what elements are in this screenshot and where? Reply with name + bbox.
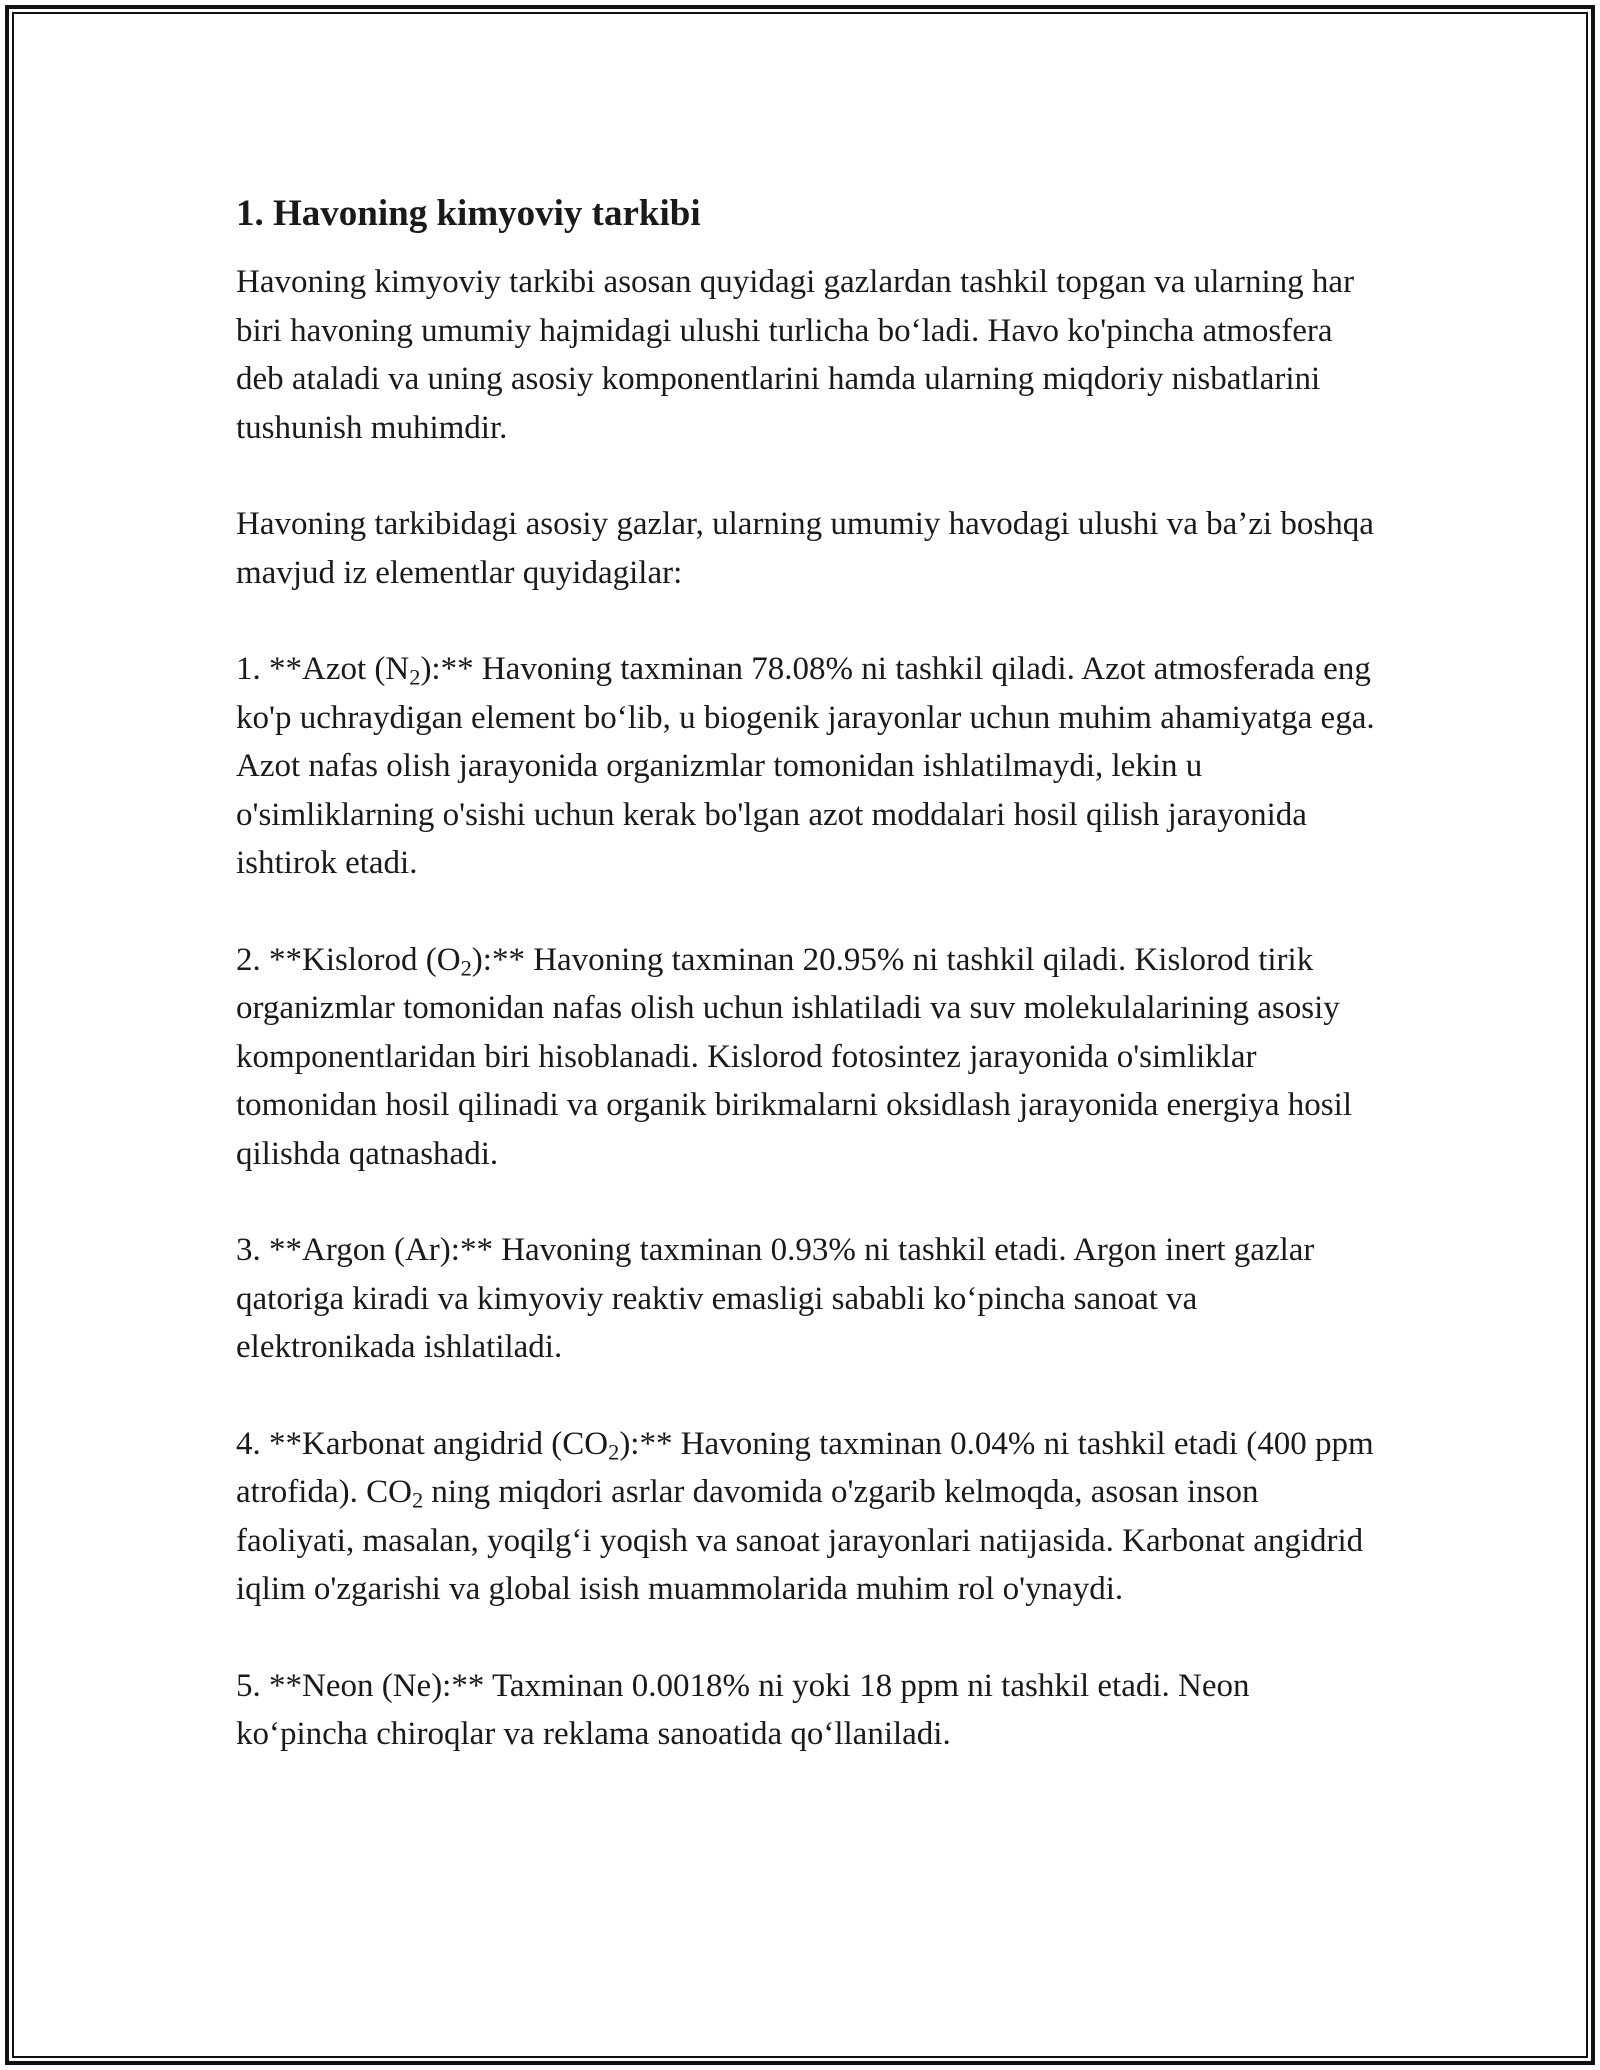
section-heading: 1. Havoning kimyoviy tarkibi xyxy=(236,193,701,234)
item-text: 4. **Karbonat angidrid (CO xyxy=(236,1425,609,1462)
document-body xyxy=(236,186,1376,1807)
item-text: 2. **Kislorod (O xyxy=(236,941,461,978)
item-text: ):** Havoning taxminan 20.95% ni tashkil qiladi. Kislorod tirik organizmlar tomonidan nafas olish uchun ishlatiladi va suv molekulalarining asosiy komponentlaridan biri hisoblanadi. Kislorod fotosintez jarayonida o'simliklar tomonidan hosil qilinadi va organik birikmalarni oksidlash jarayonida energiya hosil qilishda qatnashadi. xyxy=(236,941,1352,1172)
item-text: ning miqdori asrlar davomida o'zgarib kelmoqda, asosan inson faoliyati, masalan, yoqilg‘i yoqish va sanoat jarayonlari natijasida. Karbonat angidrid iqlim o'zgarishi va global isish muammolarida muhim rol o'ynaydi. xyxy=(236,1474,1364,1607)
list-item-argon: 3. **Argon (Ar):** Havoning taxminan 0.93% ni tashkil etadi. Argon inert gazlar qatoriga kiradi va kimyoviy reaktiv emasligi sababli ko‘pincha sanoat va elektronikada ishlatiladi. xyxy=(236,1232,1315,1365)
item-text: ):** Havoning taxminan 78.08% ni tashkil qiladi. Azot atmosferada eng ko'p uchraydigan element bo‘lib, u biogenik jarayonlar uchun muhim ahamiyatga ega. Azot nafas olish jarayonida organizmlar tomonidan ishlatilmaydi, lekin u o'simliklarning o'sishi uchun kerak bo'lgan azot moddalari hosil qilish jarayonida ishtirok etadi. xyxy=(236,651,1375,881)
list-item-azot xyxy=(236,645,1376,888)
intro-paragraph: Havoning kimyoviy tarkibi asosan quyidagi gazlardan tashkil topgan va ularning har biri havoning umumiy hajmidagi ulushi turlicha bo‘ladi. Havo ko'pincha atmosfera deb ataladi va uning asosiy komponentlarini hamda ularning miqdoriy nisbatlarini tushunish muhimdir. xyxy=(236,264,1355,446)
item-text: ):** Havoning taxminan 0.04% ni tashkil etadi (400 ppm atrofida). CO xyxy=(236,1425,1374,1510)
item-text: 1. **Azot (N xyxy=(236,651,410,687)
subscript: 2 xyxy=(608,1439,620,1465)
subscript: 2 xyxy=(460,955,472,981)
list-item-neon: 5. **Neon (Ne):** Taxminan 0.0018% ni yoki 18 ppm ni tashkil etadi. Neon ko‘pincha chiroqlar va reklama sanoatida qo‘llaniladi. xyxy=(236,1667,1250,1752)
list-item-karbonat xyxy=(236,1420,1376,1614)
subscript: 2 xyxy=(411,1487,424,1513)
list-item-kislorod xyxy=(236,936,1376,1179)
lead-paragraph: Havoning tarkibidagi asosiy gazlar, ularning umumiy havodagi ulushi va ba’zi boshqa mavjud iz elementlar quyidagilar: xyxy=(236,506,1374,591)
subscript: 2 xyxy=(409,664,421,690)
